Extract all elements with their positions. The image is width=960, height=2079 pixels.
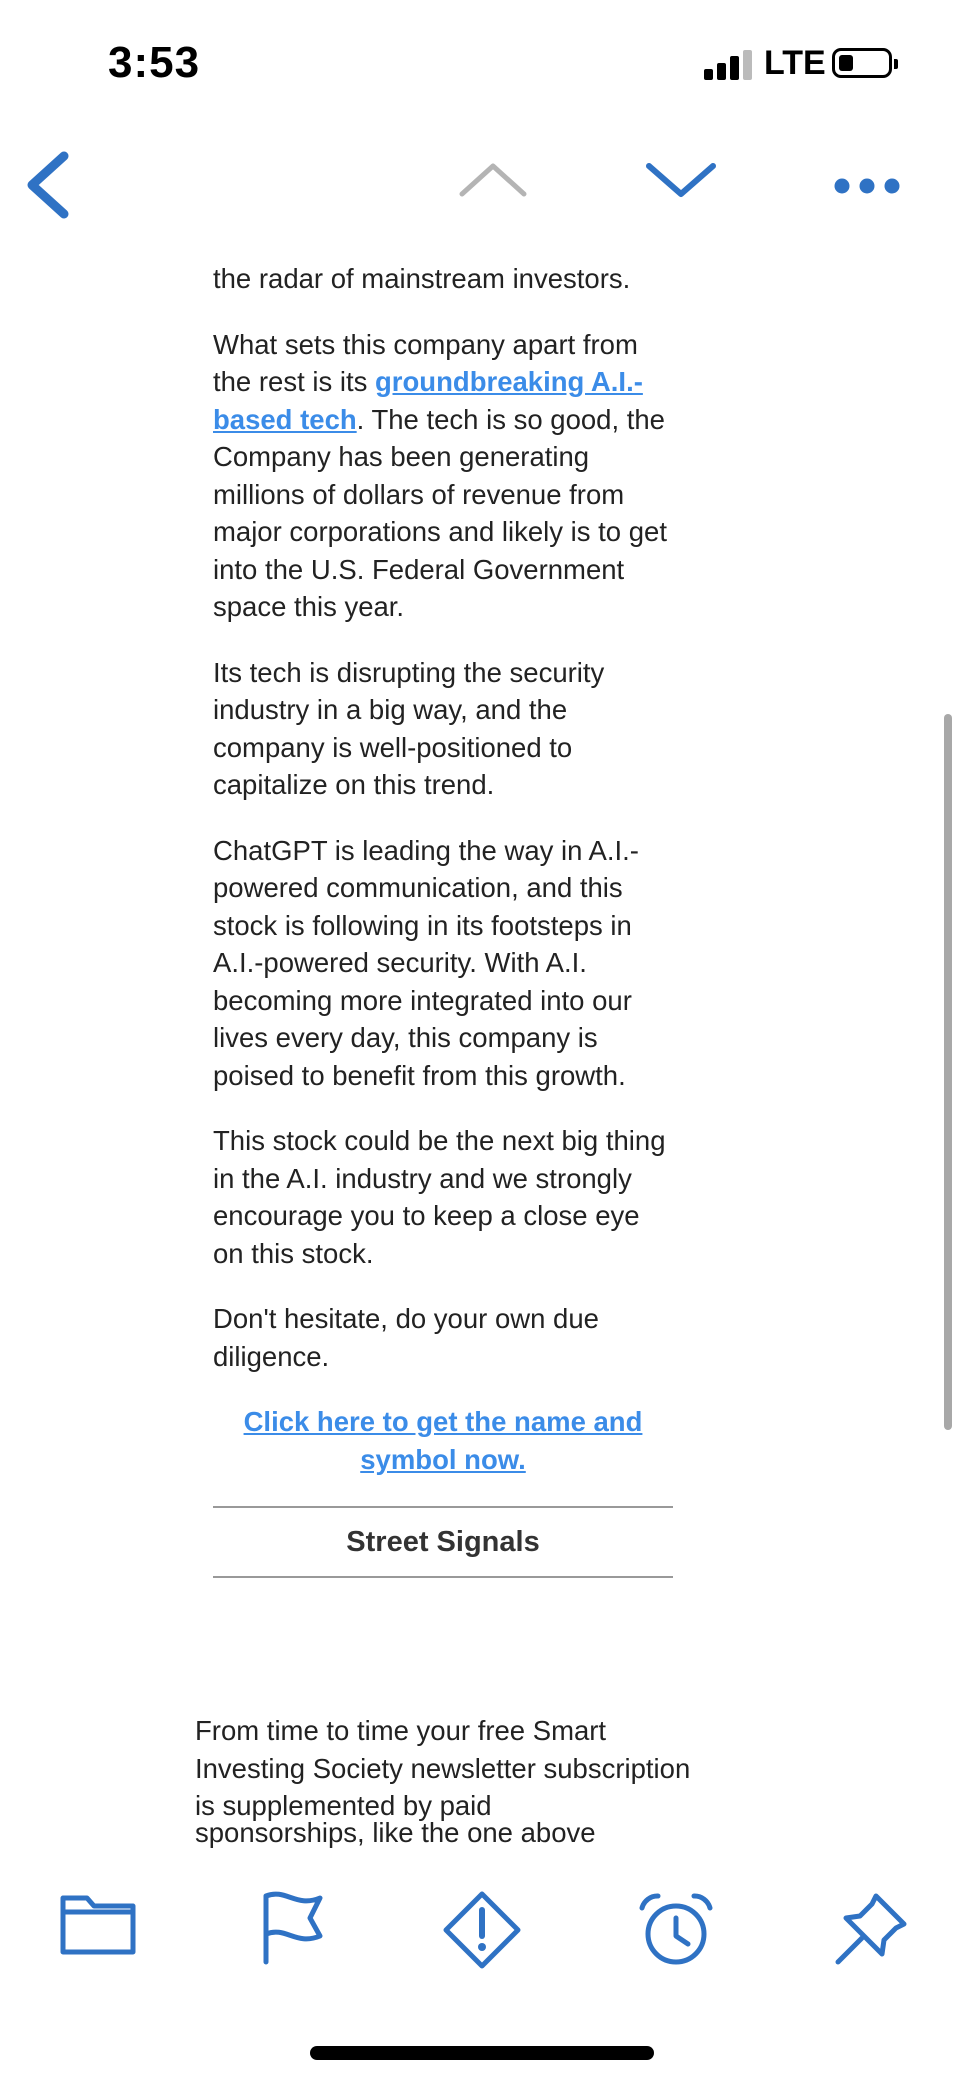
paragraph-text: . The tech is so good, the Company has been generating millions of dollars of revenue from major corporations and likely is to get into the U.S. Federal Government space this year. — [213, 403, 667, 622]
spam-warning-icon[interactable] — [442, 1890, 522, 1970]
network-type: LTE — [764, 44, 826, 82]
paragraph — [213, 326, 673, 626]
cta-container — [213, 1403, 673, 1478]
pin-icon[interactable] — [830, 1890, 910, 1970]
battery-icon — [832, 48, 892, 78]
footer-partial-line-container — [0, 1812, 960, 1850]
home-indicator[interactable] — [310, 2046, 654, 2060]
status-time: 3:53 — [108, 38, 201, 87]
paragraph: Its tech is disrupting the security industry in a big way, and the company is well-positioned to capitalize on this trend. — [213, 656, 605, 800]
more-options-icon[interactable] — [832, 174, 902, 198]
status-bar — [0, 0, 960, 130]
message-nav-bar — [0, 130, 960, 240]
inline-link[interactable]: groundbreaking A.I.-based tech — [213, 366, 643, 435]
footer-disclaimer: From time to time your free Smart Investing Society newsletter subscription is supplemented by paid — [195, 1715, 691, 1821]
cellular-signal-icon — [704, 48, 754, 80]
footer-partial-line: sponsorships, like the one above — [195, 1817, 596, 1848]
partial-paragraph: the radar of mainstream investors. — [213, 263, 631, 294]
previous-message-icon[interactable] — [458, 160, 528, 200]
paragraph: This stock could be the next big thing in the A.I. industry and we strongly encourage you to keep a close eye on this stock. — [213, 1125, 666, 1269]
email-body[interactable] — [0, 240, 960, 1850]
paragraph: Don't hesitate, do your own due diligence. — [213, 1303, 599, 1372]
flag-icon[interactable] — [258, 1890, 328, 1966]
email-article — [213, 240, 673, 1578]
paragraph-text: What sets this company apart from the rest is its — [213, 328, 638, 397]
folder-icon[interactable] — [58, 1890, 138, 1960]
signature-box: Street Signals — [213, 1506, 673, 1578]
paragraph: ChatGPT is leading the way in A.I.-powered communication, and this stock is following in its footsteps in A.I.-powered security. With A.I. becoming more integrated into our lives every day, this company is poised to benefit from this growth. — [213, 834, 639, 1091]
back-chevron-icon[interactable] — [22, 150, 72, 220]
scrollbar[interactable] — [944, 714, 952, 1430]
cta-link[interactable]: Click here to get the name and symbol now. — [243, 1406, 643, 1475]
next-message-icon[interactable] — [645, 160, 717, 200]
snooze-alarm-icon[interactable] — [636, 1890, 716, 1970]
